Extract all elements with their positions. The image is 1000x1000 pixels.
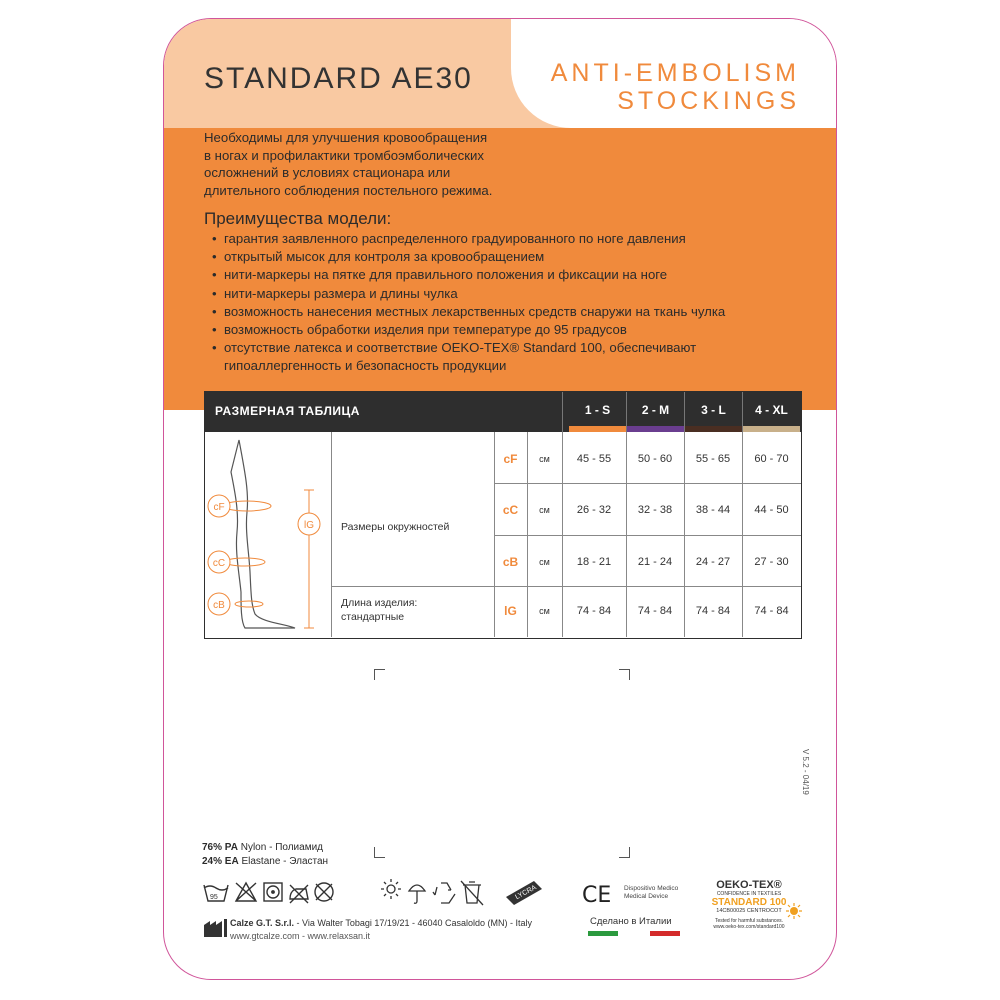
size-cell: 45 - 55 (576, 453, 612, 465)
lg-marker-label: lG (304, 520, 314, 531)
medical-device-label (624, 885, 678, 901)
cf-marker-label: cF (213, 502, 225, 513)
lycra-text: LYCRA (514, 884, 538, 902)
advantage-item: • возможность обработки изделия при температуре до 95 градусов (212, 321, 812, 339)
advantages-list (212, 230, 812, 376)
oeko-tex-label (709, 879, 789, 930)
no-dry-clean-icon (315, 883, 333, 901)
advantage-item: • открытый мысок для контроля за кровообращением (212, 248, 812, 266)
composition-percent: 24% EA (202, 856, 239, 867)
bin-icon (461, 881, 483, 905)
no-bleach-icon (236, 883, 256, 901)
size-label: 4 - XL (755, 403, 788, 417)
length-label-line: Длина изделия: (341, 597, 418, 609)
company-name: Calze G.T. S.r.l. (230, 918, 295, 928)
length-label (341, 596, 417, 624)
size-label: 1 - S (584, 403, 611, 417)
size-cell: 74 - 84 (637, 605, 673, 617)
keep-away-from-sun-icon (381, 879, 401, 899)
oeko-cert: 14CB00025 CENTROCOT (716, 908, 782, 914)
circumference-label: Размеры окружностей (341, 521, 450, 533)
size-header-3 (685, 392, 742, 432)
size-header-2 (627, 392, 684, 432)
size-cell: 27 - 30 (754, 556, 789, 568)
cc-marker-label: cC (212, 558, 226, 569)
header-divider (562, 392, 563, 432)
size-cell: 74 - 84 (754, 605, 789, 617)
keep-dry-icon (409, 885, 425, 903)
advantage-item: • отсутствие латекса и соответствие OEKO-TEX® Standard 100, обеспечивают гипоаллергенность и безопасность продукции (212, 339, 812, 375)
grid-line (331, 586, 801, 587)
advantage-item: • нити-маркеры на пятке для правильного положения и фиксации на ноге (212, 266, 812, 284)
header-divider (742, 392, 743, 432)
crop-mark (619, 669, 630, 680)
leg-diagram (205, 432, 331, 637)
category-line-2: STOCKINGS (617, 87, 800, 115)
ruler-icon (223, 490, 314, 628)
oeko-standard: STANDARD 100 (711, 897, 787, 908)
company-line (230, 918, 532, 928)
size-table-header (205, 392, 801, 432)
row-code: cB (502, 555, 519, 569)
medical-device-line: Medical Device (624, 893, 669, 900)
grid-line (494, 535, 801, 536)
care-symbols (202, 879, 362, 907)
size-cell: 32 - 38 (637, 504, 673, 516)
grid-line (494, 483, 801, 484)
size-cell: 55 - 65 (695, 453, 731, 465)
lycra-logo (504, 877, 544, 907)
oeko-brand: OEKO-TEX® (716, 879, 782, 891)
size-color-bar (685, 426, 742, 432)
intro-line: осложнений в условиях стационара или (204, 165, 451, 180)
category-line-1: ANTI-EMBOLISM (550, 59, 800, 87)
size-cell: 21 - 24 (637, 556, 673, 568)
composition-material: Elastane - Эластан (241, 856, 329, 867)
no-iron-icon (290, 885, 308, 903)
size-table (204, 391, 802, 639)
size-cell: 24 - 27 (695, 556, 731, 568)
advantages-title: Преимущества модели: (204, 209, 392, 228)
made-in-label: Сделано в Италии (590, 916, 672, 927)
row-unit: см (539, 606, 550, 616)
row-unit: см (539, 505, 550, 515)
row-code: lG (504, 604, 517, 618)
size-color-bar (569, 426, 626, 432)
version-code: V 5.2 - 04/19 (801, 749, 810, 795)
size-cell: 38 - 44 (695, 504, 731, 516)
intro-line: Необходимы для улучшения кровообращения (204, 130, 488, 145)
label-card (163, 18, 837, 980)
intro-line: в ногах и профилактики тромбоэмболических (204, 147, 484, 163)
size-cell: 74 - 84 (695, 605, 731, 617)
product-title: STANDARD AE30 (204, 62, 473, 95)
header-divider (684, 392, 685, 432)
medical-device-line: Dispositivo Medico (624, 885, 679, 892)
row-code: cC (502, 503, 519, 517)
intro-line: длительного соблюдения постельного режима. (204, 182, 493, 198)
composition-line (202, 841, 328, 855)
size-cell: 44 - 50 (754, 504, 789, 516)
oeko-sun-icon (786, 903, 802, 919)
size-header-4 (743, 392, 800, 432)
flag-green-icon (588, 931, 618, 936)
ce-mark: CE (582, 883, 612, 908)
composition-line (202, 855, 328, 869)
flag-red-icon (650, 931, 680, 936)
wash-temp-label: 95 (210, 894, 218, 901)
company-web: www.gtcalze.com - www.relaxsan.it (230, 931, 371, 941)
composition (202, 841, 328, 869)
size-cell: 18 - 21 (576, 556, 612, 568)
crop-mark (374, 669, 385, 680)
crop-mark (374, 847, 385, 858)
product-category (551, 59, 800, 115)
row-unit: см (539, 454, 550, 464)
size-cell: 60 - 70 (754, 453, 789, 465)
oeko-url: www.oeko-tex.com/standard100 (713, 924, 785, 930)
tumble-dry-icon (264, 883, 282, 901)
header-divider (626, 392, 627, 432)
recycle-icon (433, 883, 455, 903)
composition-material: Nylon - Полиамид (240, 842, 323, 853)
crop-mark (619, 847, 630, 858)
intro-text (204, 129, 644, 199)
length-label-line: стандартные (341, 611, 405, 623)
size-cell: 50 - 60 (637, 453, 673, 465)
cb-marker-label: cB (213, 600, 225, 611)
advantage-item: • возможность нанесения местных лекарственных средств снаружи на ткань чулка (212, 303, 812, 321)
row-unit: см (539, 557, 550, 567)
size-color-bar (627, 426, 684, 432)
advantage-item: • нити-маркеры размера и длины чулка (212, 285, 812, 303)
size-header-1 (569, 392, 626, 432)
size-cell: 26 - 32 (576, 504, 612, 516)
size-color-bar (743, 426, 800, 432)
size-label: 3 - L (701, 403, 726, 417)
grid-line (331, 432, 332, 637)
company-address: - Via Walter Tobagi 17/19/21 - 46040 Casaloldo (MN) - Italy (296, 918, 532, 928)
row-code: cF (503, 452, 518, 466)
size-label: 2 - M (641, 403, 670, 417)
composition-percent: 76% PA (202, 842, 238, 853)
size-table-title: РАЗМЕРНАЯ ТАБЛИЦА (215, 404, 360, 418)
size-cell: 74 - 84 (576, 605, 612, 617)
oeko-tagline: CONFIDENCE IN TEXTILES (716, 891, 782, 897)
manufacturer-icon (202, 917, 228, 939)
advantage-item: • гарантия заявленного распределенного градуированного по ноге давления (212, 230, 812, 248)
oeko-tested: Tested for harmful substances. (714, 918, 784, 924)
leg-outline (231, 440, 295, 628)
